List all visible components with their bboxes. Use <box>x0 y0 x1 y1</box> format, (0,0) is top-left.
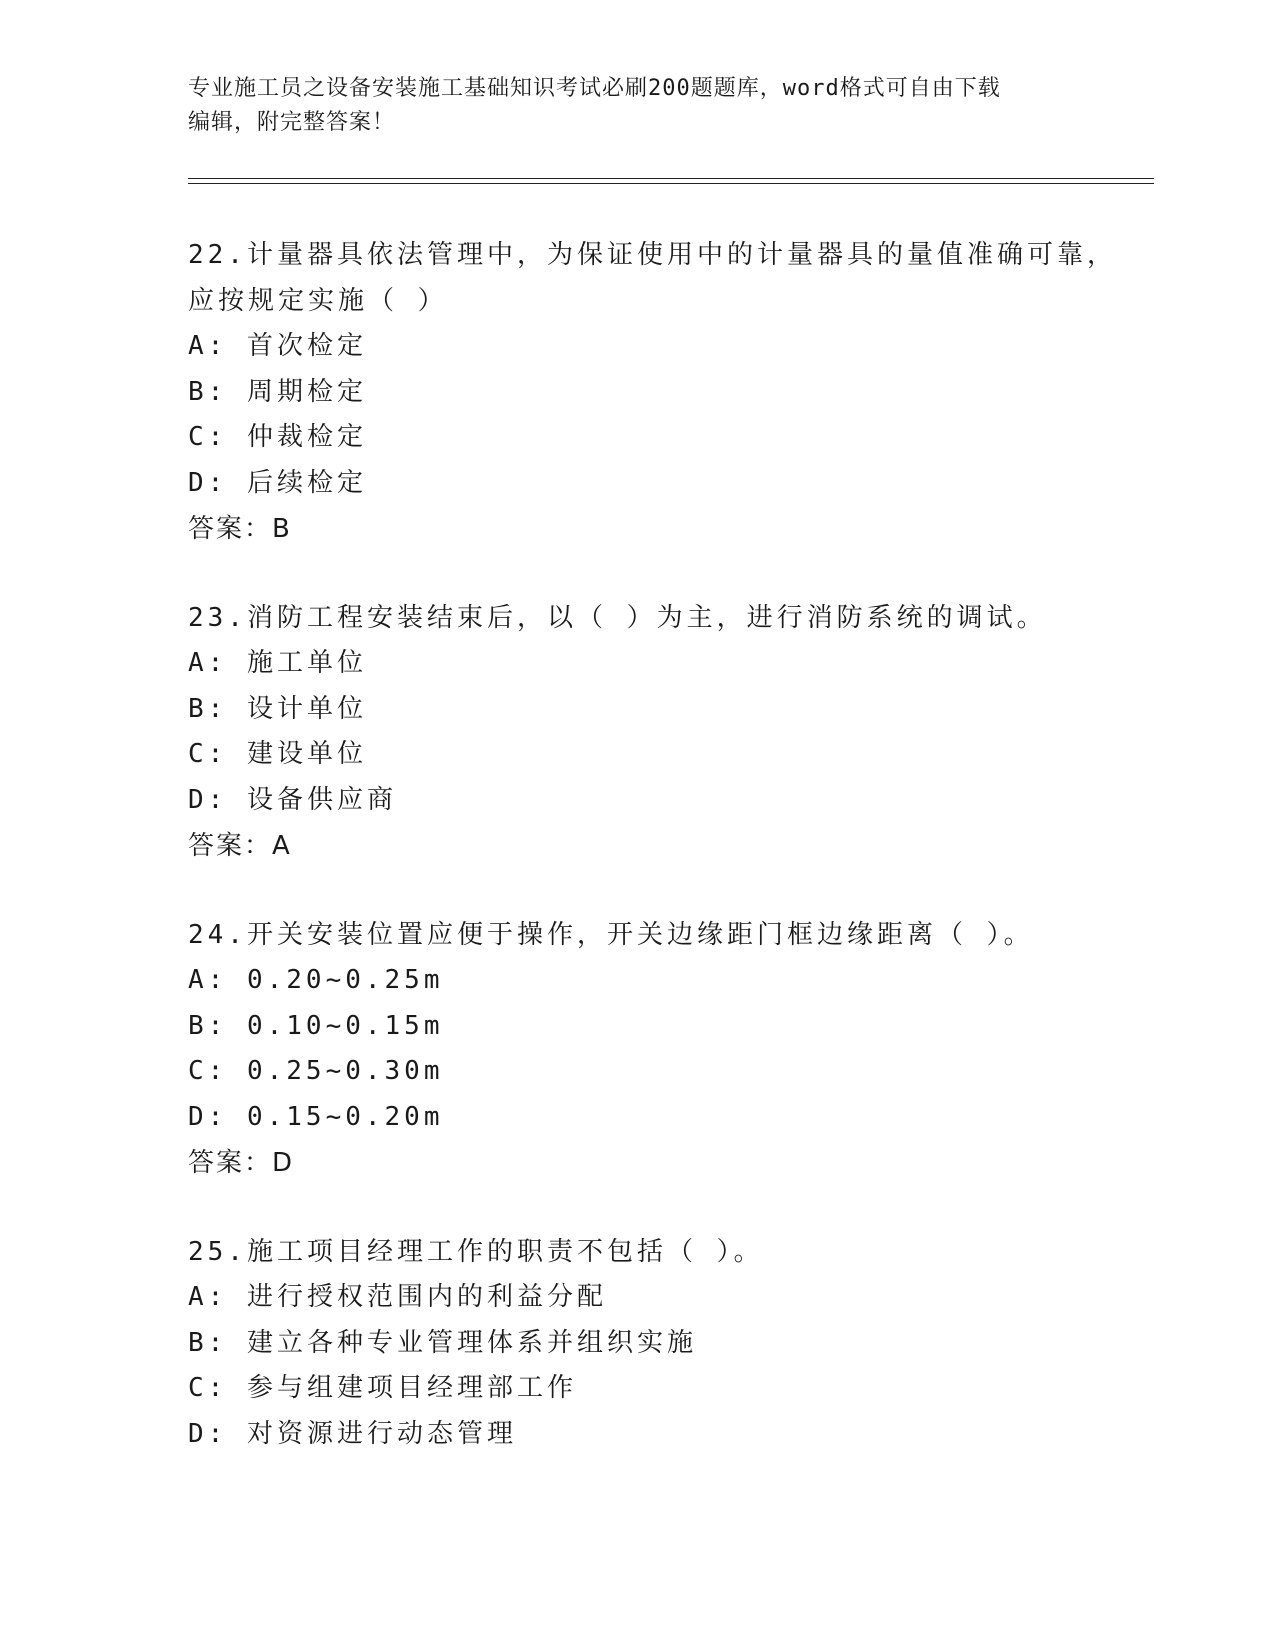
answer-line: 答案：B <box>188 514 292 544</box>
answer-line: 答案：D <box>188 1148 295 1178</box>
option-a: A: 施工单位 <box>188 648 367 678</box>
question-25 <box>188 1229 1148 1457</box>
question-24 <box>188 912 1148 1186</box>
option-b: B: 周期检定 <box>188 376 367 407</box>
question-list <box>188 232 1148 1500</box>
answer-line: 答案：A <box>188 831 292 861</box>
header-line-2: 编辑，附完整答案！ <box>188 110 396 135</box>
header-line-1: 专业施工员之设备安装施工基础知识考试必刷200题题库，word格式可自由下载 <box>188 76 1001 101</box>
question-stem: 应按规定实施（ ） <box>188 286 448 316</box>
header-divider-top <box>188 178 1154 179</box>
question-stem: 25.施工项目经理工作的职责不包括（ ）。 <box>188 1237 764 1267</box>
question-stem: 24.开关安装位置应便于操作，开关边缘距门框边缘距离（ ）。 <box>188 920 1034 950</box>
option-b: B: 0.10~0.15m <box>188 1010 444 1041</box>
option-d: D: 对资源进行动态管理 <box>188 1418 517 1449</box>
header-divider-bottom <box>188 183 1154 184</box>
option-d: D: 设备供应商 <box>188 784 397 815</box>
option-a: A: 进行授权范围内的利益分配 <box>188 1282 607 1312</box>
option-c: C: 参与组建项目经理部工作 <box>188 1373 577 1403</box>
option-d: D: 0.15~0.20m <box>188 1101 444 1132</box>
option-c: C: 仲裁检定 <box>188 422 367 452</box>
option-d: D: 后续检定 <box>188 467 367 498</box>
option-a: A: 首次检定 <box>188 331 367 361</box>
option-a: A: 0.20~0.25m <box>188 965 444 995</box>
option-b: B: 设计单位 <box>188 693 367 724</box>
question-stem: 22.计量器具依法管理中，为保证使用中的计量器具的量值准确可靠， <box>188 240 1117 270</box>
option-c: C: 建设单位 <box>188 739 367 769</box>
option-b: B: 建立各种专业管理体系并组织实施 <box>188 1327 697 1358</box>
option-c: C: 0.25~0.30m <box>188 1056 444 1086</box>
question-22 <box>188 232 1148 552</box>
question-stem: 23.消防工程安装结束后，以（ ）为主，进行消防系统的调试。 <box>188 603 1047 633</box>
document-header <box>188 72 1088 140</box>
question-23 <box>188 595 1148 869</box>
